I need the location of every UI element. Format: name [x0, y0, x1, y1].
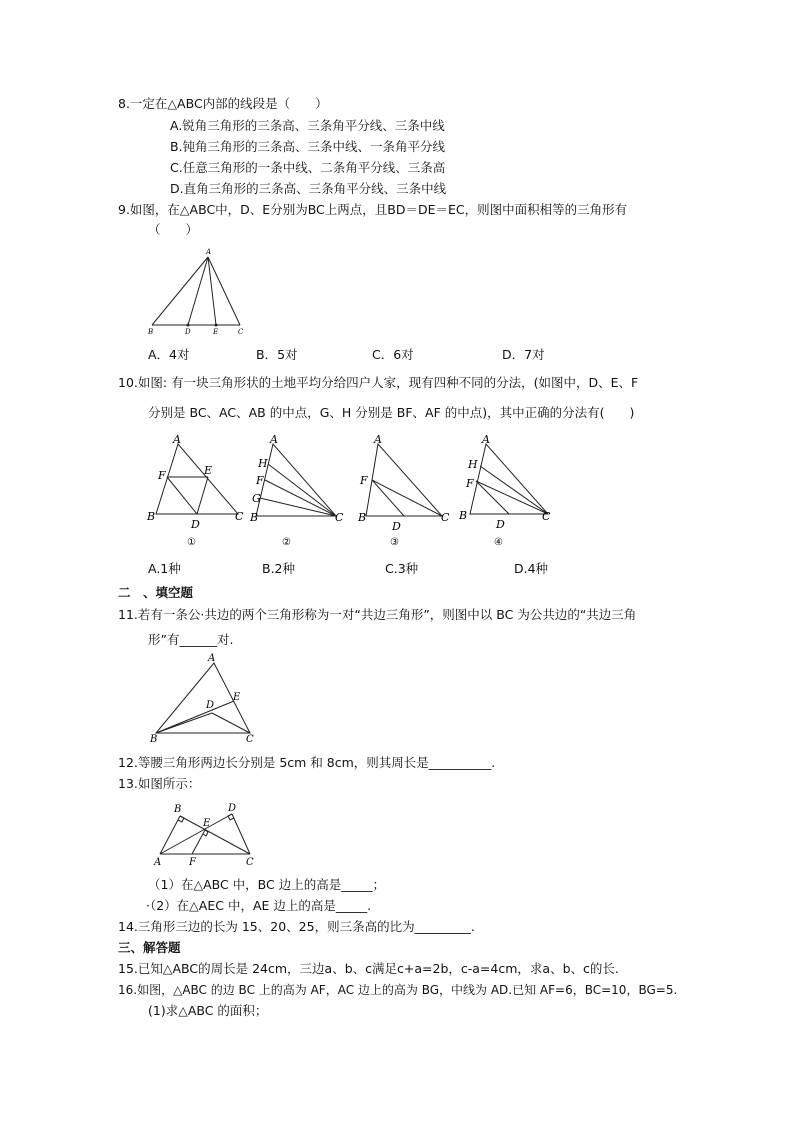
q13-label-e: E [203, 818, 211, 829]
q11-label-b: B [150, 734, 158, 745]
fig4-label-f: F [466, 477, 474, 490]
q8-option-d: D.直角三角形的三条高、三条角平分线、三条中线 [170, 181, 447, 196]
fig4-label-b: B [459, 509, 468, 522]
q11-label-d: D [206, 700, 215, 711]
fig4-label-c: C [542, 510, 551, 523]
fig2-label-b: B [250, 511, 259, 524]
fig4-label-d: D [496, 518, 505, 531]
q11-label-a: A [208, 653, 216, 664]
q9-label-b: B [148, 328, 154, 336]
section-fill-in-heading: 二 、填空题 [118, 585, 194, 600]
q13-stem: 13.如图所示： [118, 776, 201, 791]
q9-label-e: E [213, 328, 219, 336]
q14-text: 14.三角形三边的长为 15、20、25，则三条高的比为_________. [118, 919, 475, 934]
q10-stem-line2: 分别是 BC、AC、AB 的中点，G、H 分别是 BF、AF 的中点)，其中正确的分法有( ) [148, 405, 635, 420]
fig3-label-b: B [358, 511, 367, 524]
q9-label-d: D [185, 328, 191, 336]
q9-stem: 9.如图，在△ABC中，D、E分别为BC上两点，且BD＝DE＝EC，则图中面积相等的三角形有 [118, 202, 628, 217]
q8-option-a: A.锐角三角形的三条高、三条角平分线、三条中线 [170, 118, 445, 133]
q13-label-d: D [228, 803, 237, 814]
q13-label-a: A [154, 857, 162, 868]
q13-sub1: （1）在△ABC 中，BC 边上的高是_____； [148, 877, 385, 892]
fig2-label-c: C [335, 511, 344, 524]
q10-option-d: D.4种 [514, 561, 549, 576]
fig2-label-f: F [256, 474, 264, 487]
fig1-label-a: A [173, 433, 181, 446]
q9-option-c: C．6对 [372, 347, 414, 362]
q13-label-f: F [189, 857, 196, 868]
q10-figure-4 [456, 432, 562, 550]
q11-figure [148, 653, 260, 745]
fig3-label-d: D [392, 520, 401, 533]
q12-text: 12.等腰三角形两边长分别是 5cm 和 8cm，则其周长是__________. [118, 755, 496, 770]
fig3-label-c: C [441, 511, 450, 524]
q10-option-c: C.3种 [385, 561, 419, 576]
q9-figure [140, 245, 260, 337]
q10-figure-1 [140, 432, 248, 550]
q8-option-c: C.任意三角形的一条中线、二条角平分线、三条高 [170, 160, 446, 175]
fig4-label-a: A [482, 433, 490, 446]
fig2-label-g: G [252, 492, 261, 505]
q10-option-b: B.2种 [262, 561, 296, 576]
q11-label-e: E [233, 692, 241, 703]
q10-option-a: A.1种 [148, 561, 181, 576]
q11-line1: 11.若有一条公·共边的两个三角形称为一对“共边三角形”，则图中以 BC 为公共边的“共边三角 [118, 607, 637, 622]
fig2-label-h: H [258, 457, 268, 470]
q11-line2: 形”有______对. [148, 632, 234, 647]
fig4-label-h: H [468, 458, 478, 471]
fig3-label-a: A [374, 433, 382, 446]
q11-label-c: C [246, 734, 254, 745]
q13-label-b: B [174, 804, 182, 815]
fig1-label-b: B [147, 510, 156, 523]
fig3-label-f: F [360, 474, 368, 487]
q9-option-b: B．5对 [256, 347, 298, 362]
fig1-label-e: E [204, 464, 213, 477]
q10-figure-3 [356, 432, 456, 550]
fig1-label-c: C [235, 510, 244, 523]
fig1-label-d: D [191, 518, 200, 531]
q16-line1: 16.如图，△ABC 的边 BC 上的高为 AF，AC 边上的高为 BG，中线为 AD.已知 AF=6，BC=10，BG=5. [118, 983, 678, 997]
q15-text: 15.已知△ABC的周长是 24cm，三边a、b、c满足c+a=2b，c-a=4cm，求a、b、c的长. [118, 961, 619, 976]
fig2-caption: ② [282, 537, 291, 548]
q9-option-a: A．4对 [148, 347, 190, 362]
q13-label-c: C [246, 857, 254, 868]
q16-sub1: (1)求△ABC 的面积； [148, 1003, 268, 1018]
q9-label-c: C [238, 328, 244, 336]
q13-figure [150, 800, 260, 870]
q10-stem-line1: 10.如图: 有一块三角形状的土地平均分给四户人家，现有四种不同的分法，(如图中，D、E、F [118, 375, 639, 390]
fig1-caption: ① [187, 537, 196, 548]
q13-sub2: ·（2）在△AEC 中，AE 边上的高是_____. [146, 898, 372, 913]
fig3-caption: ③ [390, 537, 399, 548]
fig2-label-a: A [270, 433, 278, 446]
fig4-caption: ④ [494, 537, 503, 548]
q9-label-a: A [206, 248, 212, 256]
q9-option-d: D．7对 [502, 347, 545, 362]
q9-paren: （ ） [148, 222, 199, 237]
q8-stem: 8.一定在△ABC内部的线段是（ ） [118, 96, 328, 111]
q10-figure-2 [250, 432, 350, 550]
q8-option-b: B.钝角三角形的三条高、三条中线、一条角平分线 [170, 139, 446, 154]
section-answer-heading: 三、解答题 [118, 940, 181, 955]
fig1-label-f: F [158, 469, 166, 482]
